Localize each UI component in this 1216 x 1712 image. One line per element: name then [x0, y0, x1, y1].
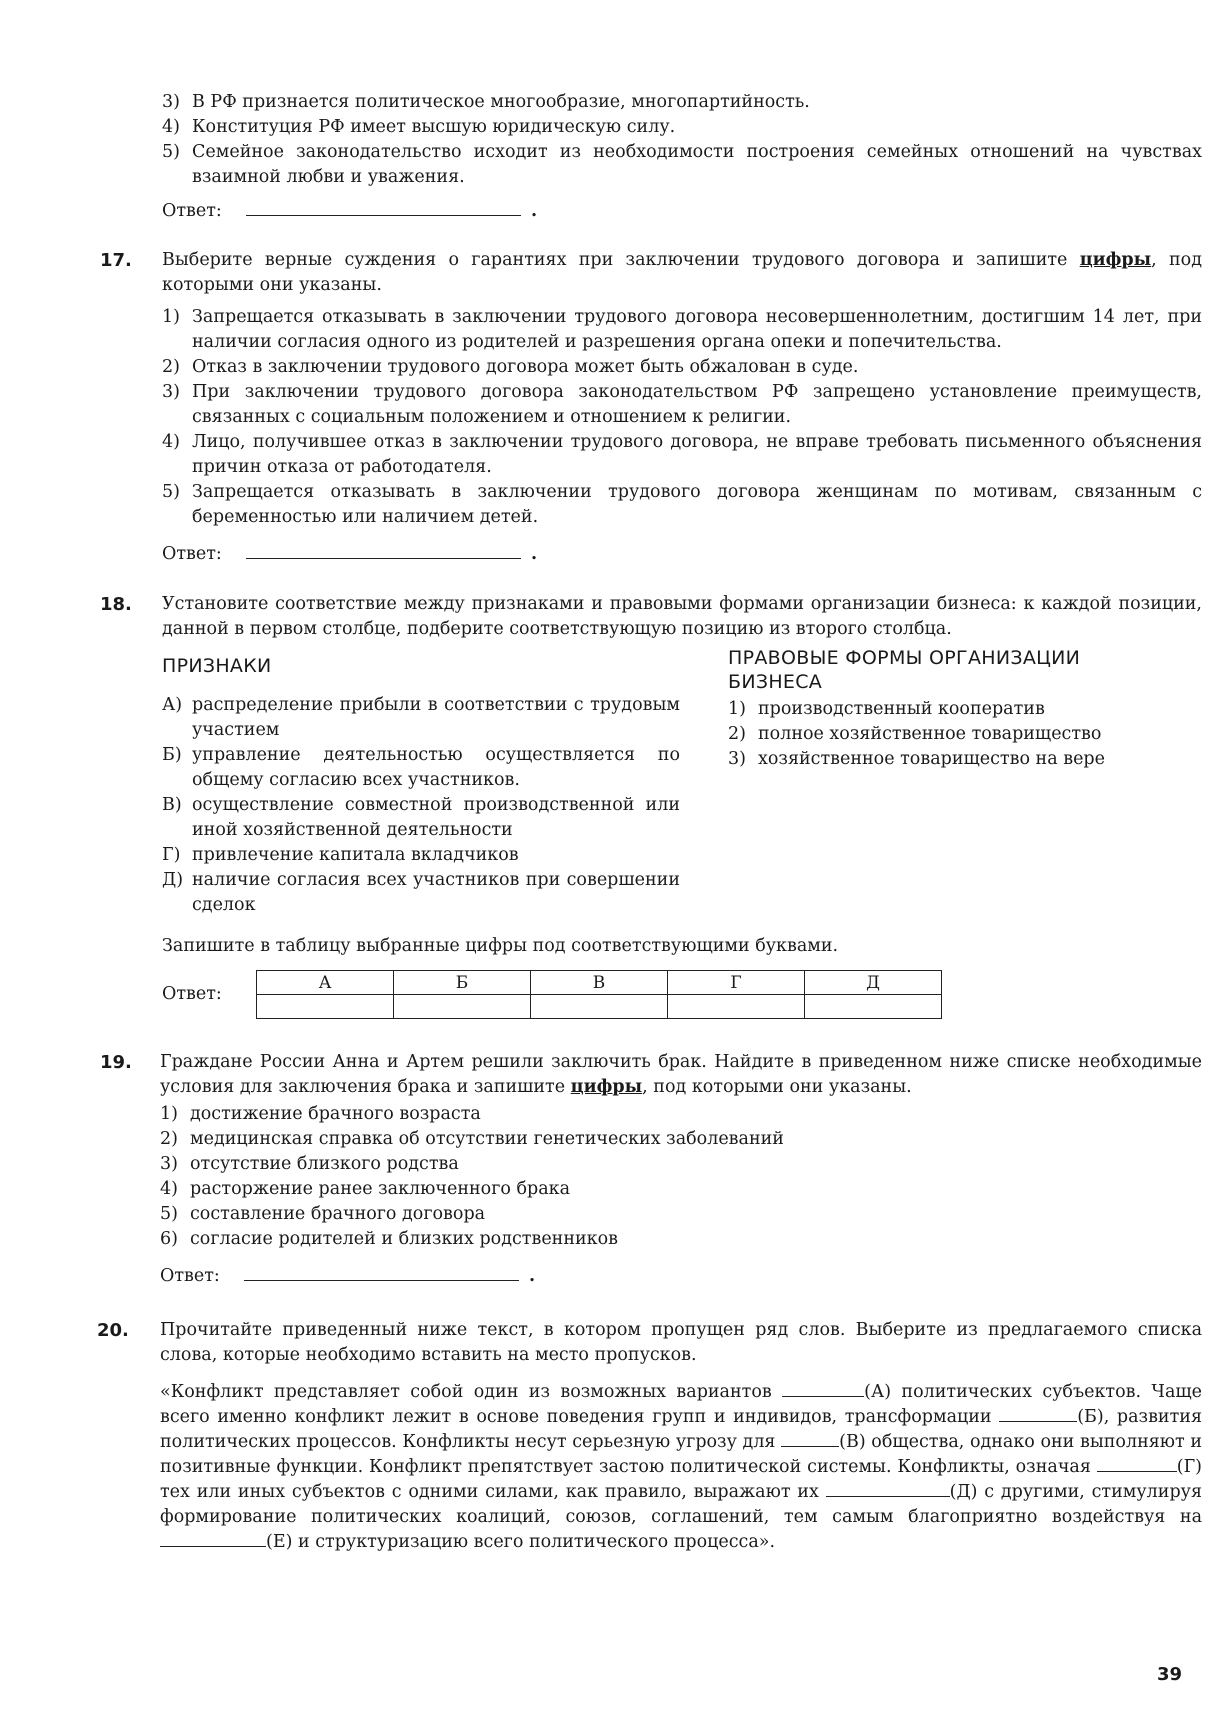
table-header-cell: Д — [805, 971, 942, 995]
answer-field[interactable] — [246, 197, 521, 216]
list-item: 2) медицинская справка об отсутствии генетических заболеваний — [160, 1129, 784, 1149]
q18-right-heading: ПРАВОВЫЕ ФОРМЫ ОРГАНИЗАЦИИ БИЗНЕСА — [728, 647, 1081, 693]
blank-d[interactable] — [826, 1480, 950, 1497]
q20-intro: Прочитайте приведенный ниже текст, в котором пропущен ряд слов. Выберите из предлагаемого списка слова, которые необходимо вставить на место пропусков. — [160, 1320, 1202, 1365]
blank-b[interactable] — [999, 1405, 1077, 1422]
list-item: Б) управление деятельностью осуществляется по общему согласию всех участников. — [162, 745, 680, 790]
q16-continuation — [162, 90, 1202, 223]
list-item: 1) достижение брачного возраста — [160, 1104, 481, 1124]
answer-cell[interactable] — [394, 995, 531, 1019]
q18-answer-table — [256, 970, 942, 1019]
list-item: 5) составление брачного договора — [160, 1204, 486, 1224]
answer-label: Ответ: — [162, 201, 222, 221]
table-header-cell: В — [531, 971, 668, 995]
list-item: 3) отсутствие близкого родства — [160, 1154, 459, 1174]
answer-field[interactable] — [246, 540, 521, 559]
list-item: 3) хозяйственное товарищество на вере — [728, 749, 1105, 769]
q19-answer: Ответ: . — [160, 1262, 1202, 1288]
q18-left-column — [162, 693, 680, 918]
q17-intro: Выберите верные суждения о гарантиях при заключении трудового договора и запишите цифры, под которыми они указаны. — [162, 250, 1202, 295]
q18-left-heading: ПРИЗНАКИ — [162, 655, 272, 677]
q18-right-column — [728, 697, 1198, 772]
table-header-cell: Г — [668, 971, 805, 995]
answer-label: Ответ: — [162, 984, 222, 1004]
answer-cell[interactable] — [668, 995, 805, 1019]
answer-cell[interactable] — [805, 995, 942, 1019]
list-item: А) распределение прибыли в соответствии с трудовым участием — [162, 695, 680, 740]
list-item: 3) В РФ признается политическое многообразие, многопартийность. — [162, 92, 810, 112]
table-header-cell: Б — [394, 971, 531, 995]
list-item: Г) привлечение капитала вкладчиков — [162, 845, 519, 865]
list-item: 1) Запрещается отказывать в заключении трудового договора несовершеннолетним, достигшим 14 лет, при наличии согласия одного из родителей и разрешения органа опеки и попечительства. — [162, 307, 1202, 352]
table-header-cell: А — [257, 971, 394, 995]
answer-label: Ответ: — [162, 544, 222, 564]
question-number-18: 18. — [100, 594, 132, 615]
list-item: 4) Лицо, получившее отказ в заключении трудового договора, не вправе требовать письменного объяснения причин отказа от работодателя. — [162, 432, 1202, 477]
list-item: 5) Запрещается отказывать в заключении трудового договора женщинам по мотивам, связанным с беременностью или наличием детей. — [162, 482, 1202, 527]
question-17 — [162, 248, 1202, 566]
q18-table-instruction: Запишите в таблицу выбранные цифры под соответствующими буквами. — [162, 936, 839, 956]
q17-answer: Ответ: . — [162, 540, 1202, 566]
list-item: 5) Семейное законодательство исходит из необходимости построения семейных отношений на чувствах взаимной любви и уважения. — [162, 142, 1202, 187]
q20-passage: «Конфликт представляет собой один из возможных вариантов (А) политических субъектов. Чаще всего именно конфликт лежит в основе поведения групп и индивидов, трансформации (Б), развития политических процессов. Конфликты несут серьезную угрозу для (В) общества, однако они выполняют и позитивные функции. Конфликт препятствует застою политической системы. Конфликты, означая (Г) тех или иных субъектов с одними силами, как правило, выражают их (Д) с другими, стимулируя формирование политических коалиций, союзов, соглашений, тем самым благоприятно воздействуя на (Е) и структуризацию всего политического процесса». — [160, 1382, 1203, 1552]
blank-a[interactable] — [782, 1380, 864, 1397]
list-item: 4) Конституция РФ имеет высшую юридическую силу. — [162, 117, 676, 137]
list-item: 4) расторжение ранее заключенного брака — [160, 1179, 571, 1199]
q16-answer: Ответ: . — [162, 197, 1202, 223]
blank-g[interactable] — [1097, 1455, 1177, 1472]
list-item: 1) производственный кооператив — [728, 699, 1045, 719]
blank-v[interactable] — [781, 1430, 839, 1447]
answer-field[interactable] — [244, 1262, 519, 1281]
list-item: Д) наличие согласия всех участников при совершении сделок — [162, 870, 680, 915]
page-number: 39 — [1156, 1664, 1182, 1685]
q19-intro: Граждане России Анна и Артем решили заключить брак. Найдите в приведенном ниже списке необходимые условия для заключения брака и запишите цифры, под которыми они указаны. — [160, 1052, 1202, 1097]
list-item: В) осуществление совместной производственной или иной хозяйственной деятельности — [162, 795, 680, 840]
question-number-17: 17. — [100, 250, 132, 271]
answer-cell[interactable] — [257, 995, 394, 1019]
blank-e[interactable] — [160, 1530, 266, 1547]
list-item: 3) При заключении трудового договора законодательством РФ запрещено установление преимуществ, связанных с социальным положением и отношением к религии. — [162, 382, 1202, 427]
list-item: 2) Отказ в заключении трудового договора может быть обжалован в суде. — [162, 357, 859, 377]
question-19 — [160, 1050, 1202, 1288]
answer-cell[interactable] — [531, 995, 668, 1019]
answer-label: Ответ: — [160, 1266, 220, 1286]
question-20 — [160, 1318, 1202, 1555]
list-item: 6) согласие родителей и близких родственников — [160, 1229, 618, 1249]
question-number-20: 20. — [97, 1320, 129, 1341]
question-number-19: 19. — [100, 1052, 132, 1073]
question-18 — [162, 592, 1202, 642]
list-item: 2) полное хозяйственное товарищество — [728, 724, 1102, 744]
q18-intro: Установите соответствие между признаками и правовыми формами организации бизнеса: к каждой позиции, данной в первом столбце, подберите соответствующую позицию из второго столбца. — [162, 594, 1202, 639]
